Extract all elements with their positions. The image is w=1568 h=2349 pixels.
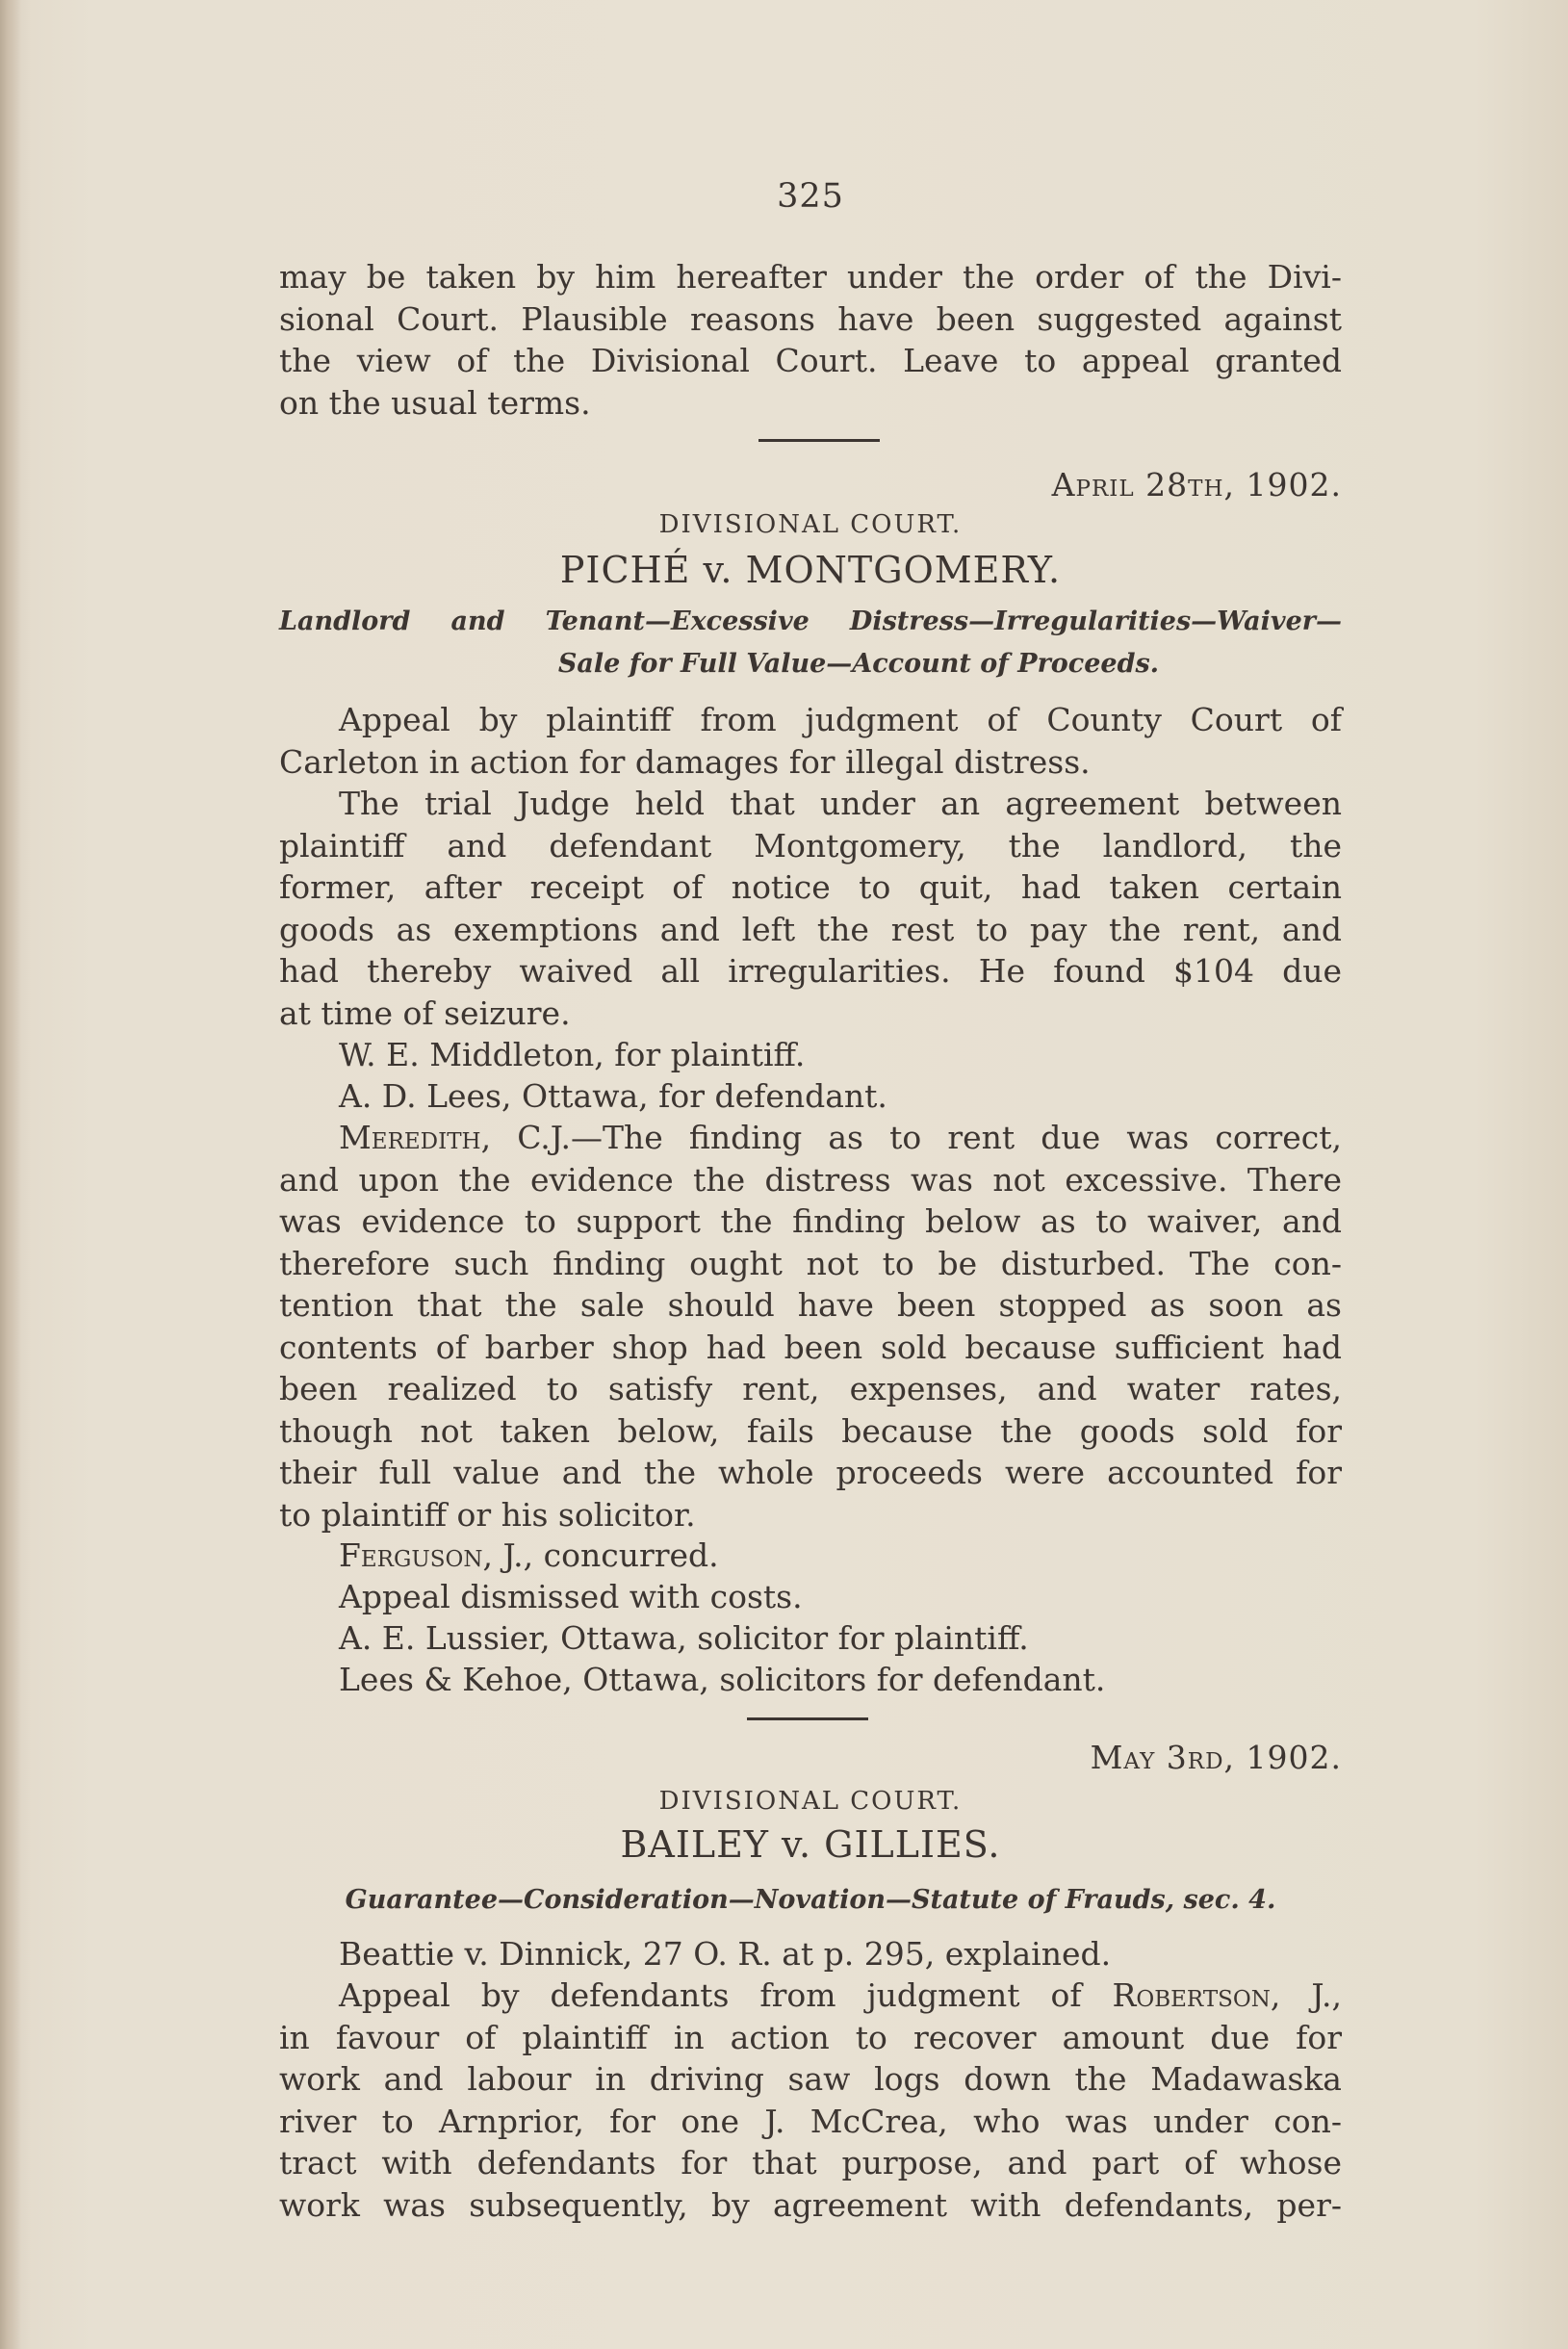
text-line: their full value and the whole proceeds were accounted for: [279, 1454, 1342, 1491]
text-line: tention that the sale should have been stopped as soon as: [279, 1286, 1342, 1324]
judge-name: Ferguson, J.: [339, 1536, 524, 1574]
court-heading: DIVISIONAL COURT.: [658, 1787, 963, 1816]
solicitor-defendant: Lees & Kehoe, Ottawa, solicitors for defendant.: [339, 1661, 1106, 1698]
text-line: though not taken below, fails because the goods sold for: [279, 1411, 1342, 1450]
text-line: plaintiff and defendant Montgomery, the landlord, the: [279, 826, 1342, 865]
text-line: therefore such finding ought not to be disturbed. The con-: [279, 1244, 1342, 1282]
text-line: The trial Judge held that under an agreement between: [339, 785, 1342, 822]
appeal-paragraph: [279, 699, 1342, 783]
text-line: tract with defendants for that purpose, and part of whose: [279, 2144, 1342, 2181]
concurrence: [279, 1535, 1342, 1577]
text-line: may be taken by him hereafter under the order of the Divi-: [279, 258, 1342, 296]
headnote-line: Landlord and Tenant—Excessive Distress—Irregularities—Waiver—: [279, 607, 1342, 636]
text-line: work was subsequently, by agreement with defendants, per-: [279, 2185, 1342, 2224]
continuation-paragraph: [279, 256, 1342, 424]
counsel-plaintiff: W. E. Middleton, for plaintiff.: [339, 1036, 806, 1073]
text-line: in favour of plaintiff in action to recover amount due for: [279, 2018, 1342, 2056]
text-line: been realized to satisfy rent, expenses, and water rates,: [279, 1370, 1342, 1407]
page-edge-shadow: [0, 0, 21, 2349]
citation: Beattie v. Dinnick, 27 O. R. at p. 295, explained.: [339, 1935, 1112, 1973]
counsel-defendant: A. D. Lees, Ottawa, for defendant.: [339, 1077, 887, 1115]
text-line: [279, 1117, 1342, 1159]
text-line: on the usual terms.: [279, 383, 591, 422]
concurrence-text: , concurred.: [523, 1536, 719, 1574]
court-heading: DIVISIONAL COURT.: [658, 510, 963, 539]
text-line: and upon the evidence the distress was not excessive. There: [279, 1160, 1342, 1199]
judgment-text: —The finding as to rent due was correct,: [570, 1119, 1343, 1156]
text-line: was evidence to support the finding below as to waiver, and: [279, 1202, 1342, 1240]
text-line: work and labour in driving saw logs down the Madawaska: [279, 2060, 1342, 2098]
judgment-paragraph: [279, 1117, 1342, 1536]
text-line: at time of seizure.: [279, 994, 571, 1032]
section-divider: [758, 439, 880, 442]
appeal-paragraph: [279, 1975, 1342, 2226]
text-line: [279, 1975, 1342, 2017]
headnote: [279, 601, 1342, 685]
appeal-text: Appeal by defendants from judgment of: [339, 1976, 1113, 2014]
judge-name: Robertson, J.: [1112, 1976, 1332, 2014]
judge-name: Meredith, C.J.: [339, 1119, 571, 1156]
section-divider: [747, 1717, 868, 1720]
page-number: 325: [777, 177, 844, 216]
text-line: goods as exemptions and left the rest to pay the rent, and: [279, 910, 1342, 948]
text-line: the view of the Divisional Court. Leave to appeal granted: [279, 342, 1342, 379]
case-title: PICHÉ v. MONTGOMERY.: [559, 549, 1062, 591]
text-line: Appeal by plaintiff from judgment of County Court of: [339, 701, 1342, 738]
text-line: former, after receipt of notice to quit, had taken certain: [279, 868, 1342, 906]
headnote-line: Sale for Full Value—Account of Proceeds.: [557, 649, 1160, 679]
text-line: contents of barber shop had been sold because sufficient had: [279, 1328, 1342, 1366]
appeal-text: ,: [1331, 1976, 1342, 2014]
text-line: had thereby waived all irregularities. He found $104 due: [279, 952, 1342, 990]
text-line: to plaintiff or his solicitor.: [279, 1495, 696, 1534]
case-title: BAILEY v. GILLIES.: [620, 1823, 1001, 1866]
facts-paragraph: [279, 783, 1342, 1034]
disposition: Appeal dismissed with costs.: [339, 1578, 803, 1615]
solicitor-plaintiff: A. E. Lussier, Ottawa, solicitor for plaintiff.: [339, 1619, 1029, 1657]
case-date: May 3rd, 1902.: [1090, 1739, 1342, 1776]
text-line: Carleton in action for damages for illegal distress.: [279, 742, 1091, 781]
case-date: April 28th, 1902.: [1051, 466, 1342, 503]
text-line: sional Court. Plausible reasons have been suggested against: [279, 299, 1342, 338]
headnote: Guarantee—Consideration—Novation—Statute of Frauds, sec. 4.: [345, 1885, 1276, 1915]
text-line: river to Arnprior, for one J. McCrea, who was under con-: [279, 2102, 1342, 2140]
